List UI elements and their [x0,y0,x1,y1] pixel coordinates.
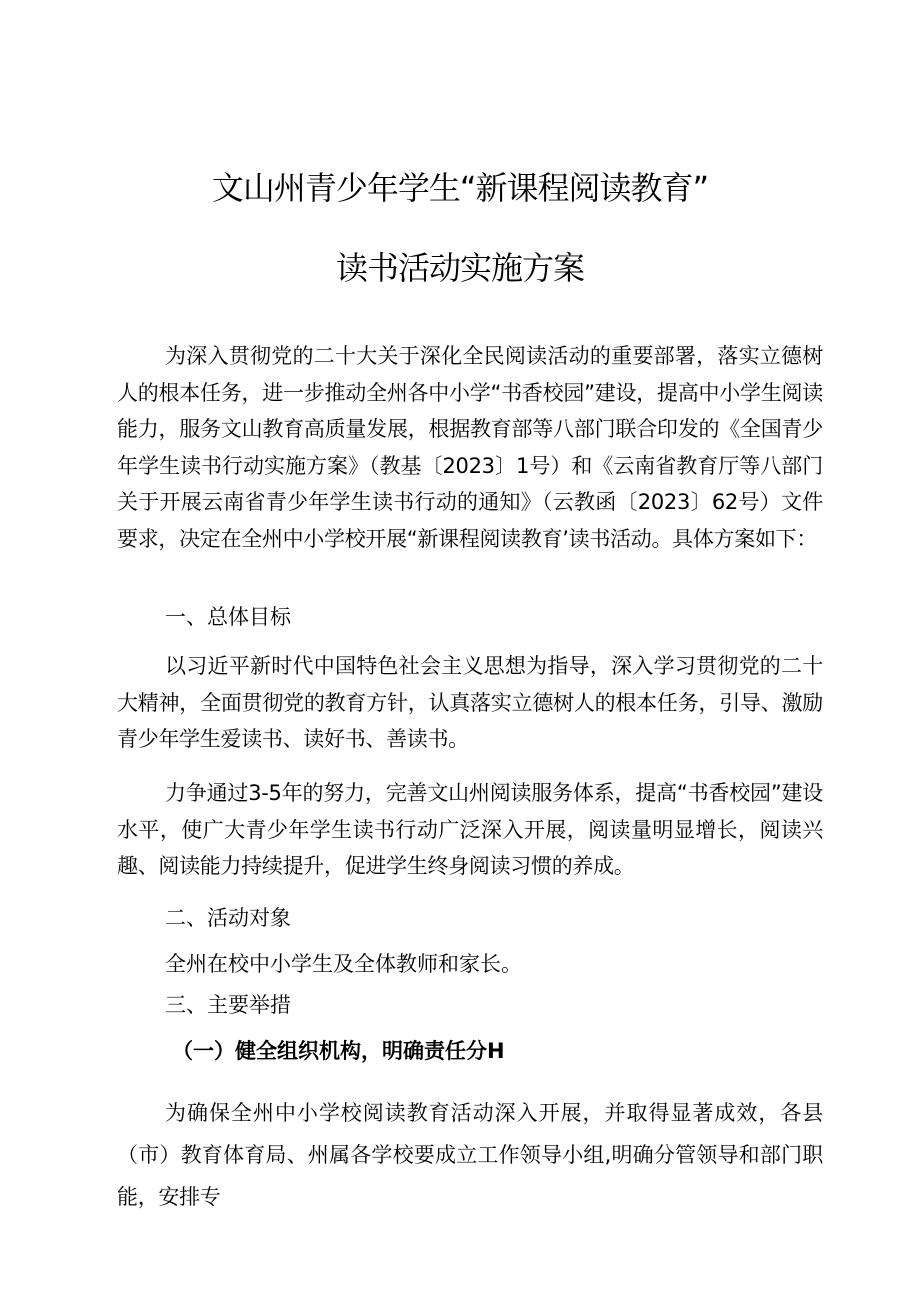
section-heading-targets: 二、活动对象 [165,906,291,930]
goals-paragraph-1: 以习近平新时代中国特色社会主义思想为指导，深入学习贯彻党的二十大精神，全面贯彻党的教育方针，认真落实立德树人的根本任务，引导、激励青少年学生爱读书、读好书、善读书。 [117,654,823,752]
section-heading-measures: 三、主要举措 [165,993,291,1017]
subsection-heading-organization: （一）健全组织机构，明确责任分H [172,1039,505,1063]
targets-text: 全州在校中小学生及全体教师和家长。 [165,952,522,976]
section-heading-goals: 一、总体目标 [165,605,291,629]
organization-paragraph: 为确保全州中小学校阅读教育活动深入开展，并取得显著成效，各县（市）教育体育局、州属各学校要成立工作领导小组,明确分管领导和部门职能，安排专 [117,1101,823,1209]
document-title-line1: 文山州青少年学生“新课程阅读教育” [211,169,709,207]
document-title-line2: 读书活动实施方案 [335,249,584,287]
goals-paragraph-2: 力争通过3-5年的努力，完善文山州阅读服务体系，提高“书香校园”建设水平，使广大青少年学生读书行动广泛深入开展，阅读量明显增长，阅读兴趣、阅读能力持续提升，促进学生终身阅读习惯的养成。 [117,781,823,879]
intro-paragraph: 为深入贯彻党的二十大关于深化全民阅读活动的重要部署，落实立德树人的根本任务，进一步推动全州各中小学“书香校园”建设，提高中小学生阅读能力，服务文山教育高质量发展，根据教育部等八部门联合印发的《全国青少年学生读书行动实施方案》（教基〔2023〕1号）和《云南省教育厅等八部门关于开展云南省青少年学生读书行动的通知》（云教函〔2023〕62号）文件要求，决定在全州中小学校开展“新课程阅读教育’读书活动。具体方案如下： [117,344,823,551]
